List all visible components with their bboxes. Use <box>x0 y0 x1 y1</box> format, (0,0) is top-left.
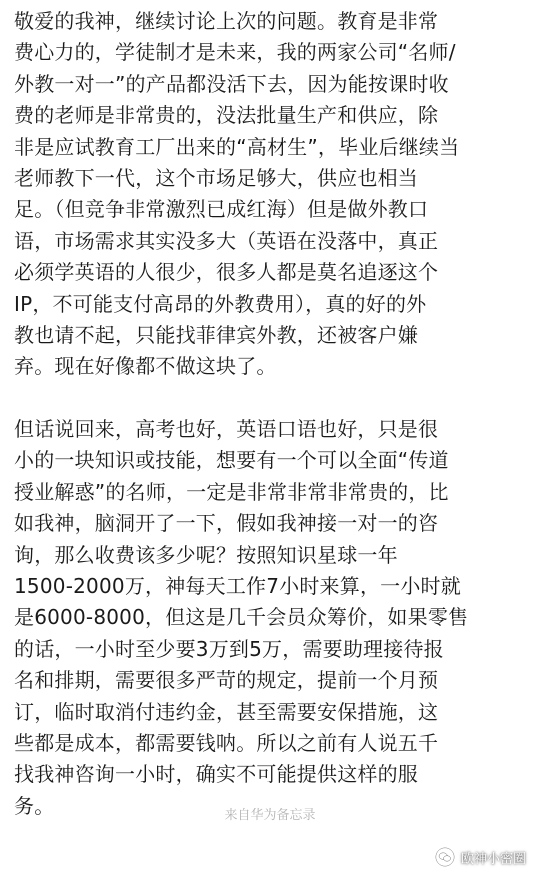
memo-paragraph-1: 敬爱的我神，继续讨论上次的问题。教育是非常 费心力的，学徒制才是未来，我的两家公司“名师/ 外教一对一”的产品都没活下去，因为能按课时收 费的老师是非常贵的，没法批量生产和供应，除 非是应试教育工厂出来的“高材生”，毕业后继续当 老师教下一代，这个市场足够大，供应也相当 足。（但竞争非常激烈已成红海）但是做外教口 语，市场需求其实没多大（英语在没落中，真正 必须学英语的人很少，很多人都是莫名追逐这个 IP，不可能支付高昂的外教费用），真的好的外 教也请不起，只能找菲律宾外教，还被客户嫌 弃。现在好像都不做这块了。 <box>14 9 460 379</box>
memo-body <box>14 6 526 822</box>
wechat-icon <box>434 846 456 868</box>
memo-source-label: 来自华为备忘录 <box>224 808 316 823</box>
watermark-label: 欧神小密圈 <box>460 851 526 867</box>
account-watermark <box>434 846 526 868</box>
memo-paragraph-2: 但话说回来，高考也好，英语口语也好，只是很 小的一块知识或技能，想要有一个可以全面“传道 授业解惑”的名师，一定是非常非常非常贵的，比 如我神，脑洞开了一下，假如我神接一对一的咨 询，那么收费该多少呢？按照知识星球一年 1500-2000万，神每天工作7小时来算，一小时就 是6000-8000，但这是几千会员众筹价，如果零售 的话，一小时至少要3万到5万，需要助理接待报 名和排期，需要很多严苛的规定，提前一个月预 订，临时取消付违约金，甚至需要安保措施，这 些都是成本，都需要钱呐。所以之前有人说五千 找我神咨询一小时，确实不可能提供这样的服 务。 <box>14 416 469 818</box>
